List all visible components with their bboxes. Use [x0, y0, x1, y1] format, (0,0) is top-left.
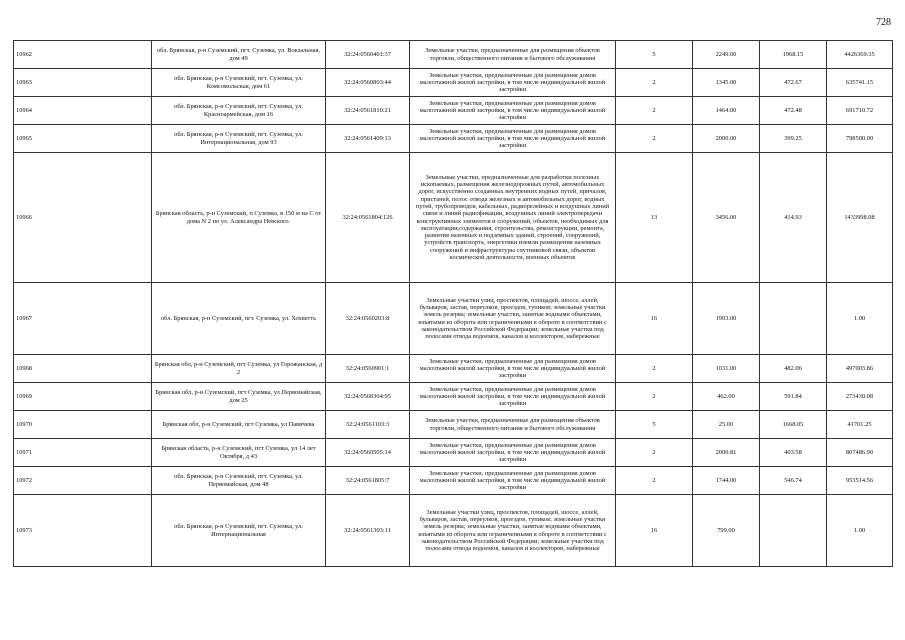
cell-area: 2249.00 — [693, 41, 760, 69]
cell-cadastral-number: 32:24:0560401:37 — [326, 41, 410, 69]
cell-value: 807486.90 — [827, 439, 893, 467]
cell-id: 10972 — [14, 467, 152, 495]
cell-address: Брянская обл, р-н Суземский, пгт Суземка, ул Горожанская, д 2 — [152, 355, 326, 383]
cell-cadastral-number: 32:24:0560505:14 — [326, 439, 410, 467]
cell-id: 10963 — [14, 69, 152, 97]
cell-cadastral-number: 32:24:0560901:1 — [326, 355, 410, 383]
cell-area: 2000.00 — [693, 125, 760, 153]
cell-area: 1993.00 — [693, 283, 760, 355]
cell-cadastral-number: 32:24:0561409:13 — [326, 125, 410, 153]
table-row — [14, 383, 893, 411]
cell-value: 4426369.35 — [827, 41, 893, 69]
land-registry-table — [13, 40, 893, 567]
cell-address: Брянская область, р-н Суземский, пгт Суземка, ул 14 лет Октября, д 43 — [152, 439, 326, 467]
cell-code: 13 — [616, 153, 693, 283]
cell-address: Брянская обл, р-н Суземский, пгт Суземка, ул Первомайская, дом 25 — [152, 383, 326, 411]
cell-area: 25.00 — [693, 411, 760, 439]
page-number: 728 — [876, 17, 891, 28]
cell-area: 1464.00 — [693, 97, 760, 125]
cell-land-use: Земельные участки, предназначенные для размещения домов малоэтажной жилой застройки, в том числе индивидуальной жилой застройки — [410, 355, 616, 383]
cell-address: обл. Брянская, р-н Суземский, пгт. Суземка, ул. Комсомольская, дом 61 — [152, 69, 326, 97]
cell-code: 16 — [616, 495, 693, 567]
cell-code: 2 — [616, 97, 693, 125]
cell-rate: 399.25 — [760, 125, 827, 153]
cell-cadastral-number: 32:24:0560203:8 — [326, 283, 410, 355]
cell-cadastral-number: 32:24:0561303:11 — [326, 495, 410, 567]
cell-value: 273430.08 — [827, 383, 893, 411]
cell-cadastral-number: 32:24:0561805:7 — [326, 467, 410, 495]
cell-id: 10962 — [14, 41, 152, 69]
cell-rate: 546.74 — [760, 467, 827, 495]
cell-area: 1744.00 — [693, 467, 760, 495]
cell-address: обл. Брянская, р-н Суземский, пгт. Суземка, ул. Вокзальная, дом 49 — [152, 41, 326, 69]
cell-code: 5 — [616, 41, 693, 69]
cell-id: 10968 — [14, 355, 152, 383]
cell-address: обл. Брянская, р-н Суземский, пгт. Суземка, ул. Первомайская, дом 48 — [152, 467, 326, 495]
cell-land-use: Земельные участки, предназначенные для размещения объектов торговли, общественного питания и бытового обслуживания — [410, 41, 616, 69]
cell-code: 5 — [616, 411, 693, 439]
cell-land-use: Земельные участки, предназначенные для размещения домов малоэтажной жилой застройки, в том числе индивидуальной жилой застройки — [410, 125, 616, 153]
cell-id: 10966 — [14, 153, 152, 283]
cell-code: 2 — [616, 125, 693, 153]
table-row — [14, 69, 893, 97]
table-row — [14, 495, 893, 567]
cell-rate: 414.93 — [760, 153, 827, 283]
cell-land-use: Земельные участки, предназначенные для размещения домов малоэтажной жилой застройки, в том числе индивидуальной жилой застройки — [410, 69, 616, 97]
cell-land-use: Земельные участки, предназначенные для разработки полезных ископаемых, размещения железнодорожных путей, автомобильных дорог, искусственно созданных внутренних водных путей, причалов, пристаней, полос отвода железных и автомобильных дорог, водных путей, трубопроводов, кабельных, радиорелейных и воздушных линий связи и линий радиофикации, воздушных линий электропередачи конструктивных элементов и сооружений, объектов, необходимых для эксплуатации,содержания, строительства, реконструкции, ремонта, развития наземных и подземных зданий, строений, сооружений, устройств транспорта, энергетики иземли размещения наземных сооружений и инфраструктуры спутниковой связи, объектов космической деятельности, военных объектов — [410, 153, 616, 283]
cell-land-use: Земельные участки, предназначенные для размещения домов малоэтажной жилой застройки, в том числе индивидуальной жилой застройки — [410, 383, 616, 411]
cell-value: 798500.00 — [827, 125, 893, 153]
cell-id: 10967 — [14, 283, 152, 355]
cell-rate — [760, 283, 827, 355]
cell-code: 16 — [616, 283, 693, 355]
table-row — [14, 467, 893, 495]
cell-land-use: Земельные участки улиц, проспектов, площадей, шоссе, аллей, бульваров, застав, переулков, проездов, тупиков; земельные участки земель резерва; земельные участки, занятые водными объектами, изъятыми из оборота или ограниченными в обороте в соответствии с законодательством Российской Федерации; земельные участки под полосами отвода водоемов, каналов и коллекторов, набережные — [410, 283, 616, 355]
cell-rate: 482.06 — [760, 355, 827, 383]
cell-value: 635741.15 — [827, 69, 893, 97]
cell-area: 462.00 — [693, 383, 760, 411]
cell-cadastral-number: 32:24:0561804:126 — [326, 153, 410, 283]
cell-area: 2000.81 — [693, 439, 760, 467]
cell-rate: 403.58 — [760, 439, 827, 467]
cell-cadastral-number: 32:24:0560304:95 — [326, 383, 410, 411]
cell-address: Брянская обл, р-н Суземский, пгт Суземка, ул Павичева — [152, 411, 326, 439]
cell-address: обл. Брянская, р-н Суземский, пгт. Суземка, ул. Интернациональная — [152, 495, 326, 567]
table-row — [14, 97, 893, 125]
cell-rate: 591.84 — [760, 383, 827, 411]
cell-address: обл. Брянская, р-н Суземский, пгт. Суземка, ул. Красноармейская, дом 16 — [152, 97, 326, 125]
cell-cadastral-number: 32:24:0560803:44 — [326, 69, 410, 97]
cell-rate: 472.67 — [760, 69, 827, 97]
cell-id: 10973 — [14, 495, 152, 567]
cell-value: 1433998.08 — [827, 153, 893, 283]
cell-value: 497003.86 — [827, 355, 893, 383]
cell-cadastral-number: 32:24:0561103:3 — [326, 411, 410, 439]
cell-address: Брянская область, р-н Суземский, п Суземка, в 150 м на С от дома N 2 по ул. Александра Невского. — [152, 153, 326, 283]
cell-value: 1.00 — [827, 283, 893, 355]
cell-value: 1.00 — [827, 495, 893, 567]
table-row — [14, 411, 893, 439]
cell-rate: 472.48 — [760, 97, 827, 125]
cell-rate: 1668.05 — [760, 411, 827, 439]
cell-rate: 1968.15 — [760, 41, 827, 69]
cell-land-use: Земельные участки, предназначенные для размещения домов малоэтажной жилой застройки, в том числе индивидуальной жилой застройки — [410, 97, 616, 125]
table-row — [14, 41, 893, 69]
cell-address: обл. Брянская, р-н Суземский, пгт. Суземка, ул. Интернациональная, дом 93 — [152, 125, 326, 153]
cell-land-use: Земельные участки, предназначенные для размещения домов малоэтажной жилой застройки, в том числе индивидуальной жилой застройки — [410, 439, 616, 467]
cell-id: 10964 — [14, 97, 152, 125]
cell-code: 2 — [616, 383, 693, 411]
cell-area: 1031.00 — [693, 355, 760, 383]
table-row — [14, 283, 893, 355]
cell-id: 10969 — [14, 383, 152, 411]
cell-code: 2 — [616, 69, 693, 97]
table-row — [14, 439, 893, 467]
cell-value: 41701.25 — [827, 411, 893, 439]
cell-value: 953514.56 — [827, 467, 893, 495]
cell-area: 3456.00 — [693, 153, 760, 283]
cell-cadastral-number: 32:24:0561810:21 — [326, 97, 410, 125]
table-row — [14, 125, 893, 153]
cell-id: 10965 — [14, 125, 152, 153]
cell-area: 1345.00 — [693, 69, 760, 97]
cell-code: 2 — [616, 355, 693, 383]
cell-area: 799.00 — [693, 495, 760, 567]
cell-id: 10971 — [14, 439, 152, 467]
cell-land-use: Земельные участки улиц, проспектов, площадей, шоссе, аллей, бульваров, застав, переулков, проездов, тупиков; земельные участки земель резерва; земельные участки, занятые водными объектами, изъятыми из оборота или ограниченными в обороте в соответствии с законодательством Российской Федерации; земельные участки под полосами отвода водоемов, каналов и коллекторов, набережные — [410, 495, 616, 567]
cell-value: 691710.72 — [827, 97, 893, 125]
cell-id: 10970 — [14, 411, 152, 439]
cell-rate — [760, 495, 827, 567]
cell-land-use: Земельные участки, предназначенные для размещения домов малоэтажной жилой застройки, в том числе индивидуальной жилой застройки — [410, 467, 616, 495]
cell-land-use: Земельные участки, предназначенные для размещения объектов торговли, общественного питания и бытового обслуживания — [410, 411, 616, 439]
cell-address: обл. Брянская, р-н Суземский, пгт. Суземка, ул. Хохветть — [152, 283, 326, 355]
table-row — [14, 355, 893, 383]
cell-code: 2 — [616, 467, 693, 495]
table-row — [14, 153, 893, 283]
cell-code: 2 — [616, 439, 693, 467]
